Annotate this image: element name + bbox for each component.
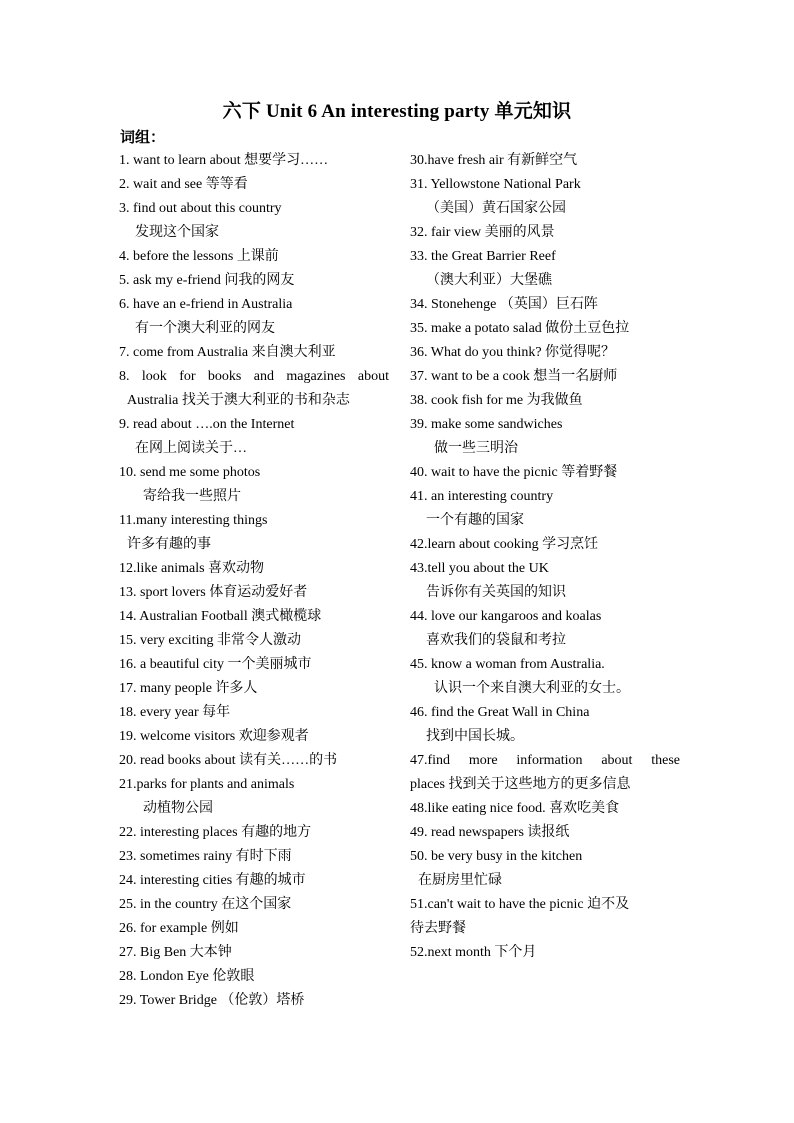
phrase-line: 21.parks for plants and animals bbox=[119, 777, 295, 792]
translation-line: 寄给我一些照片 bbox=[143, 489, 241, 504]
phrase-line: 49. read newspapers 读报纸 bbox=[410, 825, 570, 840]
phrase-line: 16. a beautiful city 一个美丽城市 bbox=[119, 657, 312, 672]
phrase-line: 32. fair view 美丽的风景 bbox=[410, 225, 555, 240]
phrase-line: 22. interesting places 有趣的地方 bbox=[119, 825, 312, 840]
phrase-line: 20. read books about 读有关……的书 bbox=[119, 753, 338, 768]
phrase-line: 40. wait to have the picnic 等着野餐 bbox=[410, 465, 618, 480]
phrase-line: 48.like eating nice food. 喜欢吃美食 bbox=[410, 801, 620, 816]
translation-line: 认识一个来自澳大利亚的女士。 bbox=[434, 681, 630, 696]
phrase-line: 3. find out about this country bbox=[119, 201, 282, 216]
phrase-line: 28. London Eye 伦敦眼 bbox=[119, 969, 255, 984]
phrase-line: 38. cook fish for me 为我做鱼 bbox=[410, 393, 583, 408]
translation-line: 在网上阅读关于… bbox=[135, 441, 247, 456]
phrase-line: 42.learn about cooking 学习烹饪 bbox=[410, 537, 599, 552]
phrase-line: 34. Stonehenge （英国）巨石阵 bbox=[410, 297, 598, 312]
phrase-line: 18. every year 每年 bbox=[119, 705, 231, 720]
phrase-line: 15. very exciting 非常令人激动 bbox=[119, 633, 301, 648]
phrase-line: 9. read about ….on the Internet bbox=[119, 417, 295, 432]
translation-line: 有一个澳大利亚的网友 bbox=[135, 321, 275, 336]
phrase-line: places 找到关于这些地方的更多信息 bbox=[410, 777, 631, 792]
phrase-line: 23. sometimes rainy 有时下雨 bbox=[119, 849, 292, 864]
translation-line: 许多有趣的事 bbox=[127, 537, 211, 552]
phrase-line: 43.tell you about the UK bbox=[410, 561, 549, 576]
translation-line: 找到中国长城。 bbox=[426, 729, 524, 744]
phrase-line: 10. send me some photos bbox=[119, 465, 261, 480]
phrase-line: 41. an interesting country bbox=[410, 489, 554, 504]
phrase-line: 7. come from Australia 来自澳大利亚 bbox=[119, 345, 336, 360]
translation-line: 发现这个国家 bbox=[135, 225, 219, 240]
phrase-line: 13. sport lovers 体育运动爱好者 bbox=[119, 585, 308, 600]
phrase-line: 27. Big Ben 大本钟 bbox=[119, 945, 232, 960]
page-title: 六下 Unit 6 An interesting party 单元知识 bbox=[222, 101, 572, 122]
phrase-line: 46. find the Great Wall in China bbox=[410, 705, 590, 720]
translation-line: 一个有趣的国家 bbox=[426, 513, 524, 528]
translation-line: Australia 找关于澳大利亚的书和杂志 bbox=[127, 393, 350, 408]
phrase-line: 31. Yellowstone National Park bbox=[410, 177, 581, 192]
right-column bbox=[410, 150, 680, 966]
phrase-line: 24. interesting cities 有趣的城市 bbox=[119, 873, 306, 888]
phrase-line: 29. Tower Bridge （伦敦）塔桥 bbox=[119, 993, 305, 1008]
translation-line: （澳大利亚）大堡礁 bbox=[426, 273, 552, 288]
phrase-line: 19. welcome visitors 欢迎参观者 bbox=[119, 729, 309, 744]
phrase-line: 39. make some sandwiches bbox=[410, 417, 563, 432]
phrase-line: 5. ask my e-friend 问我的网友 bbox=[119, 273, 295, 288]
phrase-line: 12.like animals 喜欢动物 bbox=[119, 561, 265, 576]
phrase-line: 30.have fresh air 有新鲜空气 bbox=[410, 153, 578, 168]
translation-line: 告诉你有关英国的知识 bbox=[426, 585, 566, 600]
phrase-line: 37. want to be a cook 想当一名厨师 bbox=[410, 369, 618, 384]
translation-line: 在厨房里忙碌 bbox=[418, 873, 502, 888]
phrase-line: 47.find more information about these bbox=[410, 753, 680, 768]
phrase-line: 51.can't wait to have the picnic 迫不及 bbox=[410, 897, 630, 912]
phrase-line: 2. wait and see 等等看 bbox=[119, 177, 248, 192]
phrase-line: 45. know a woman from Australia. bbox=[410, 657, 605, 672]
section-heading: 词组： bbox=[120, 130, 166, 146]
phrase-line: 17. many people 许多人 bbox=[119, 681, 258, 696]
translation-line: 做一些三明治 bbox=[434, 441, 518, 456]
phrase-line: 6. have an e-friend in Australia bbox=[119, 297, 293, 312]
phrase-line: 52.next month 下个月 bbox=[410, 945, 537, 960]
phrase-line: 14. Australian Football 澳式橄榄球 bbox=[119, 609, 322, 624]
phrase-line: 44. love our kangaroos and koalas bbox=[410, 609, 602, 624]
phrase-line: 1. want to learn about 想要学习…… bbox=[119, 153, 329, 168]
phrase-line: 8. look for books and magazines about bbox=[119, 369, 389, 384]
phrase-line: 36. What do you think? 你觉得呢？ bbox=[410, 345, 616, 360]
translation-line: 喜欢我们的袋鼠和考拉 bbox=[426, 633, 566, 648]
phrase-line: 25. in the country 在这个国家 bbox=[119, 897, 292, 912]
phrase-line: 50. be very busy in the kitchen bbox=[410, 849, 583, 864]
phrase-line: 33. the Great Barrier Reef bbox=[410, 249, 556, 264]
phrase-line: 待去野餐 bbox=[410, 921, 466, 936]
phrase-line: 11.many interesting things bbox=[119, 513, 268, 528]
phrase-line: 26. for example 例如 bbox=[119, 921, 239, 936]
left-column bbox=[119, 150, 389, 1014]
phrase-line: 35. make a potato salad 做份土豆色拉 bbox=[410, 321, 630, 336]
translation-line: （美国）黄石国家公园 bbox=[426, 201, 566, 216]
translation-line: 动植物公园 bbox=[143, 801, 213, 816]
phrase-line: 4. before the lessons 上课前 bbox=[119, 249, 279, 264]
